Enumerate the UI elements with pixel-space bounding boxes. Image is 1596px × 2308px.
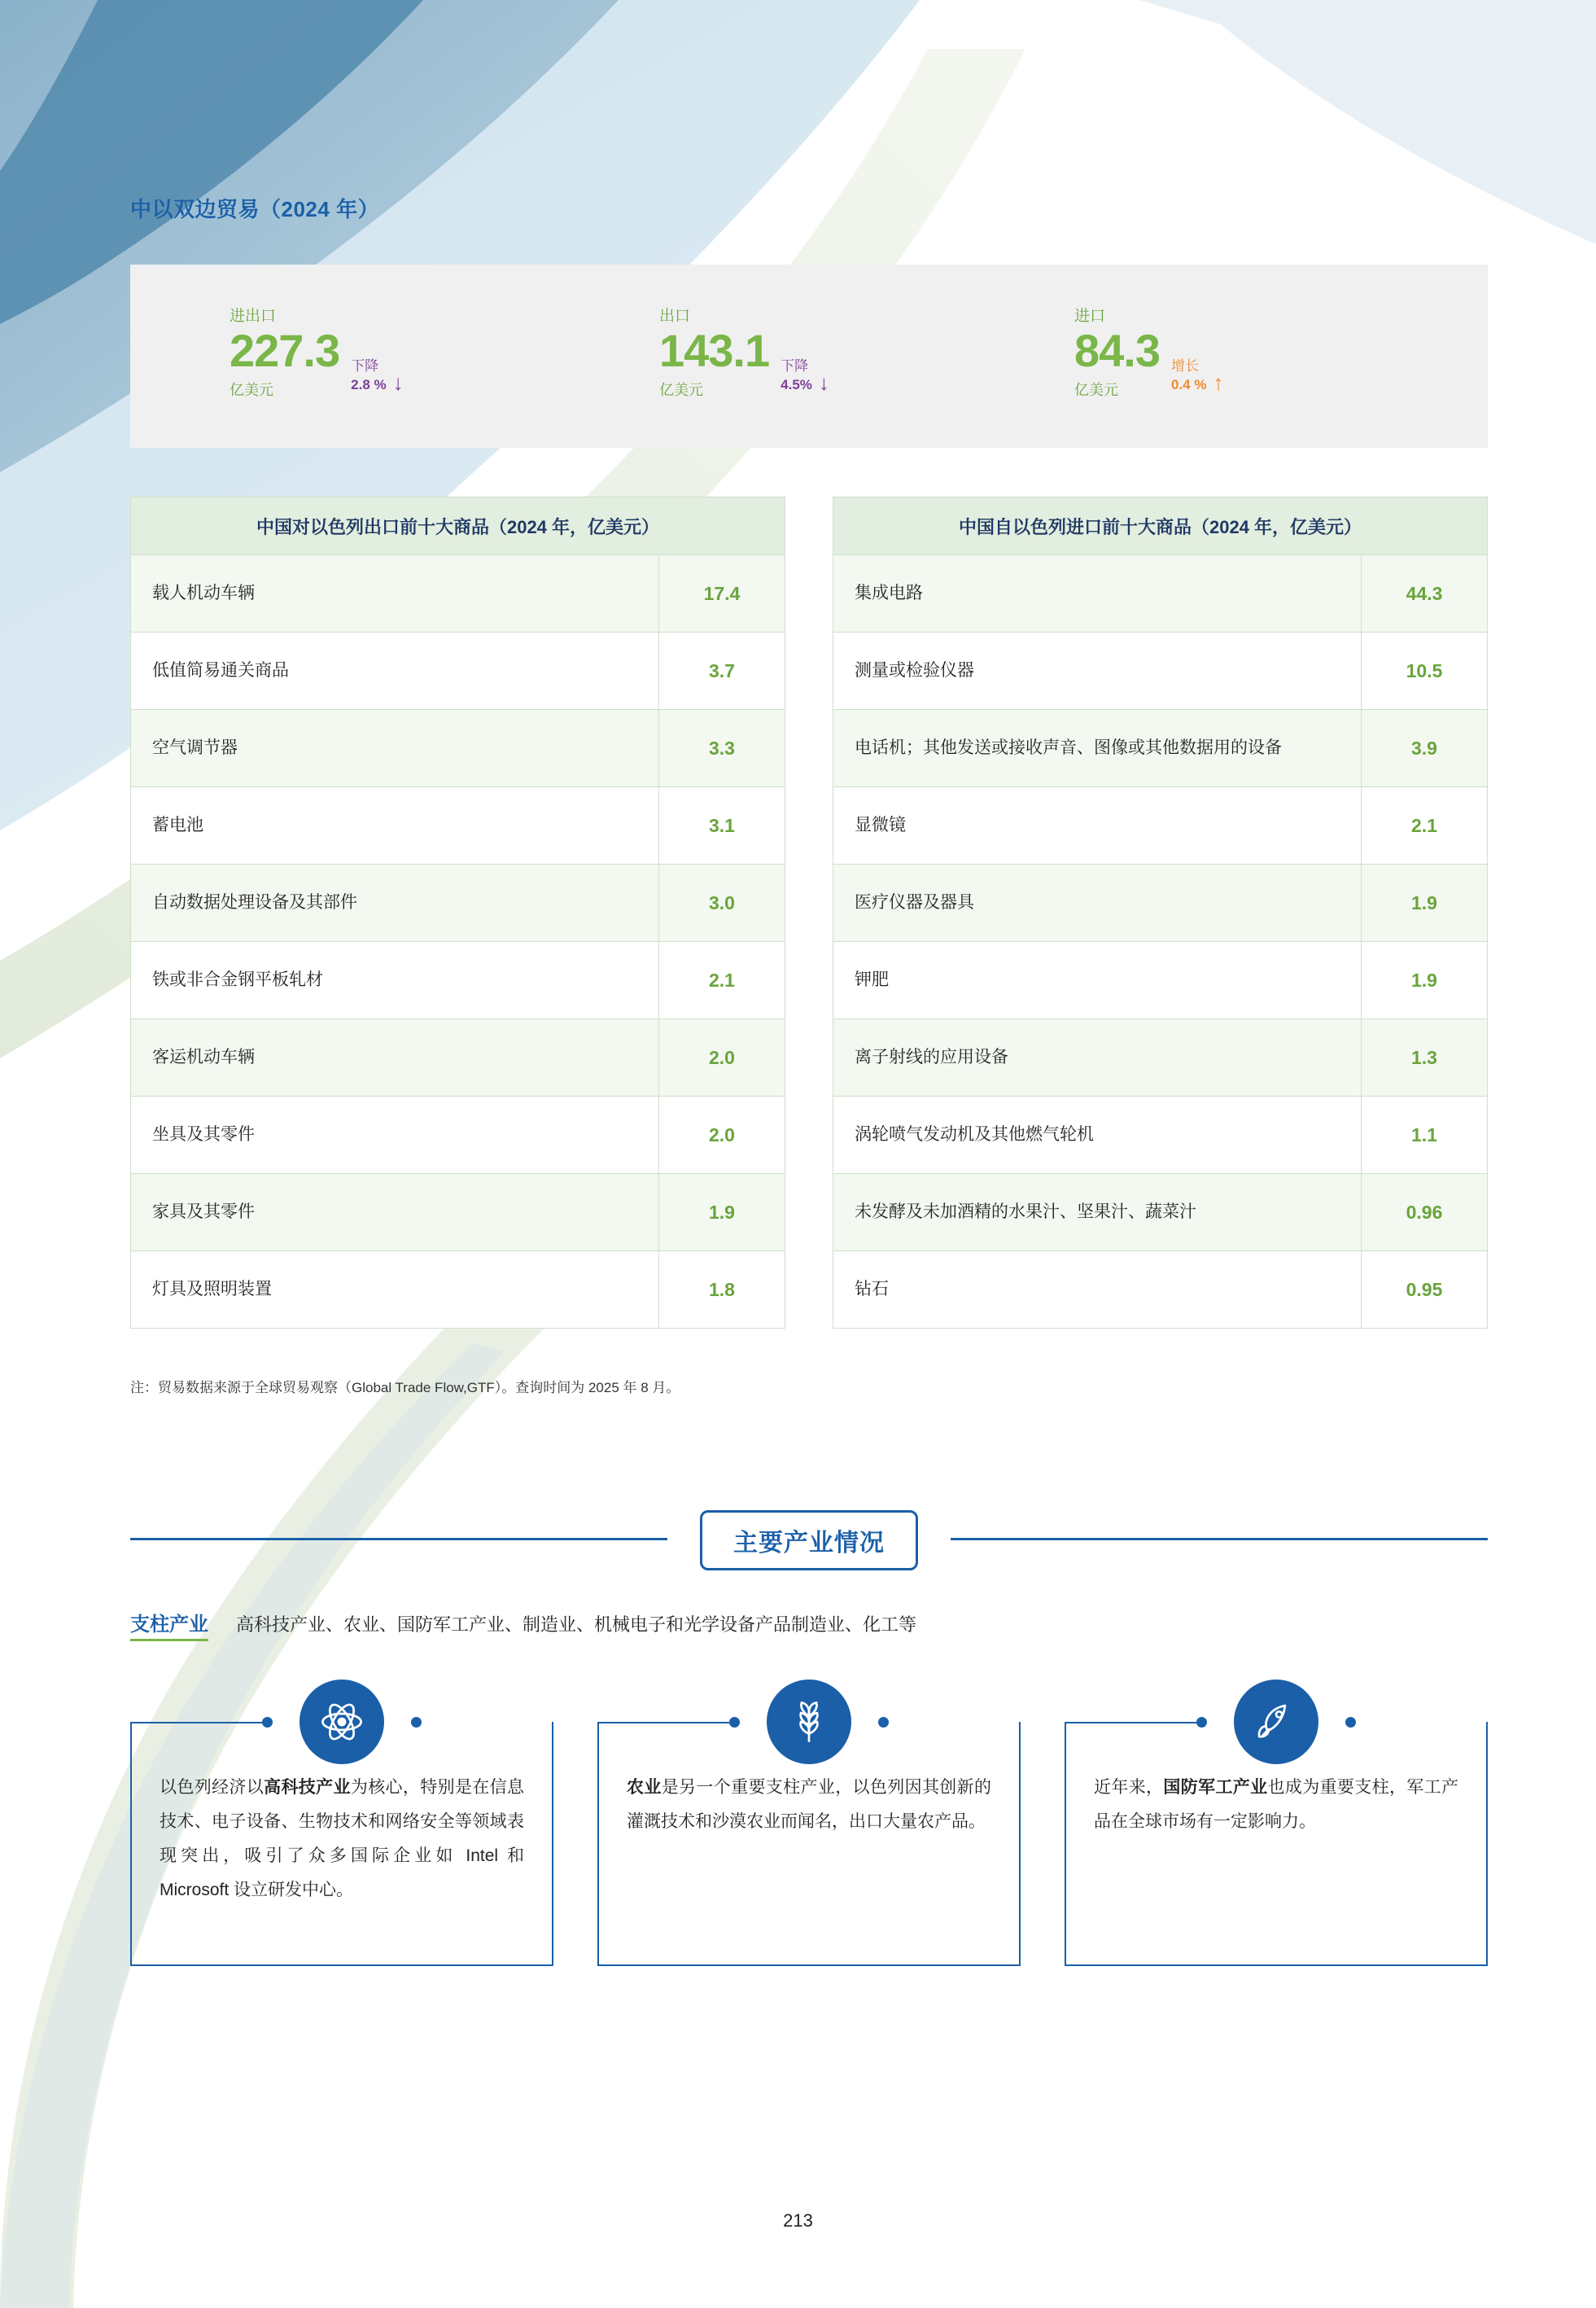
industry-cards xyxy=(130,1722,1488,1966)
table-header: 中国对以色列出口前十大商品（2024 年，亿美元） xyxy=(131,497,785,555)
pillar-industries-row xyxy=(130,1608,1488,1641)
arrow-down-icon: ↓ xyxy=(818,370,829,396)
rocket-icon xyxy=(1234,1680,1318,1764)
table-row: 客运机动车辆 2.0 xyxy=(131,1019,785,1097)
card-rule-right xyxy=(599,1722,729,1723)
industry-banner xyxy=(130,1510,1488,1567)
banner-rule-right xyxy=(951,1538,1488,1540)
stat-label: 进出口 xyxy=(230,308,277,325)
export-top10-table xyxy=(130,497,785,1329)
stat-trend-value: 2.8 % xyxy=(351,377,387,393)
table-row: 坐具及其零件 2.0 xyxy=(131,1097,785,1174)
stat-export xyxy=(659,304,829,400)
source-note: 注：贸易数据来源于全球贸易观察（Global Trade Flow,GTF）。查询时间为 2025 年 8 月。 xyxy=(130,1380,680,1395)
atom-icon xyxy=(300,1680,384,1764)
stat-value: 84.3 xyxy=(1074,325,1160,376)
card-text: 农业是另一个重要支柱产业，以色列因其创新的灌溉技术和沙漠农业而闻名，出口大量农产品。 xyxy=(627,1778,992,1831)
wheat-icon xyxy=(767,1680,851,1764)
table-row: 载人机动车辆 17.4 xyxy=(131,555,785,633)
card-rule-right xyxy=(132,1722,262,1723)
card-text: 以色列经济以高科技产业为核心，特别是在信息技术、电子设备、生物技术和网络安全等领域表现突出，吸引了众多国际企业如 Intel 和 Microsoft 设立研发中心。 xyxy=(160,1778,525,1899)
table-header: 中国自以色列进口前十大商品（2024 年，亿美元） xyxy=(833,497,1487,555)
table-row: 医疗仪器及器具 1.9 xyxy=(833,865,1487,942)
stat-label: 出口 xyxy=(659,308,691,325)
table-row: 蓄电池 3.1 xyxy=(131,787,785,865)
arrow-up-icon: ↑ xyxy=(1213,370,1224,396)
card-dot-left xyxy=(1196,1717,1207,1728)
banner-title: 主要产业情况 xyxy=(700,1510,918,1570)
table-row: 铁或非合金钢平板轧材 2.1 xyxy=(131,942,785,1019)
stat-trend-label: 增长 xyxy=(1171,358,1199,374)
arrow-down-icon: ↓ xyxy=(392,370,404,396)
stat-label: 进口 xyxy=(1074,308,1106,325)
card-rule-right xyxy=(1066,1722,1196,1723)
table-row: 涡轮喷气发动机及其他燃气轮机 1.1 xyxy=(833,1097,1487,1174)
card-dot-left xyxy=(262,1717,273,1728)
stat-unit: 亿美元 xyxy=(230,382,273,399)
page-title: 中以双边贸易（2024 年） xyxy=(130,197,380,221)
stat-value: 227.3 xyxy=(230,325,340,376)
stat-import xyxy=(1074,304,1223,400)
card-dot-left xyxy=(729,1717,740,1728)
stat-import-export xyxy=(230,304,404,400)
import-top10-table xyxy=(833,497,1488,1329)
table-row: 离子射线的应用设备 1.3 xyxy=(833,1019,1487,1097)
table-row: 电话机；其他发送或接收声音、图像或其他数据用的设备 3.9 xyxy=(833,710,1487,787)
table-row: 未发酵及未加酒精的水果汁、坚果汁、蔬菜汁 0.96 xyxy=(833,1174,1487,1251)
card-text: 近年来，国防军工产业也成为重要支柱，军工产品在全球市场有一定影响力。 xyxy=(1094,1778,1459,1831)
table-row: 显微镜 2.1 xyxy=(833,787,1487,865)
trade-stats-bar xyxy=(130,265,1488,448)
card-dot-right xyxy=(1345,1717,1356,1728)
table-row: 灯具及照明装置 1.8 xyxy=(131,1251,785,1328)
stat-unit: 亿美元 xyxy=(659,382,703,399)
page-number: 213 xyxy=(783,2210,813,2231)
table-row: 测量或检验仪器 10.5 xyxy=(833,633,1487,710)
stat-trend-label: 下降 xyxy=(781,358,809,374)
stat-value: 143.1 xyxy=(659,325,770,376)
table-row: 钾肥 1.9 xyxy=(833,942,1487,1019)
stat-unit: 亿美元 xyxy=(1074,382,1118,399)
table-row: 集成电路 44.3 xyxy=(833,555,1487,633)
pillar-text: 高科技产业、农业、国防军工产业、制造业、机械电子和光学设备产品制造业、化工等 xyxy=(236,1614,917,1635)
stat-trend-label: 下降 xyxy=(351,358,379,374)
table-row: 自动数据处理设备及其部件 3.0 xyxy=(131,865,785,942)
table-row: 钻石 0.95 xyxy=(833,1251,1487,1328)
industry-card-agriculture xyxy=(597,1722,1021,1966)
card-dot-right xyxy=(411,1717,422,1728)
table-row: 低值简易通关商品 3.7 xyxy=(131,633,785,710)
pillar-tag: 支柱产业 xyxy=(130,1608,208,1641)
stat-trend-value: 0.4 % xyxy=(1171,377,1207,393)
industry-card-defense xyxy=(1065,1722,1488,1966)
card-dot-right xyxy=(878,1717,889,1728)
table-row: 家具及其零件 1.9 xyxy=(131,1174,785,1251)
stat-trend-value: 4.5% xyxy=(781,377,812,393)
industry-card-hightech xyxy=(130,1722,553,1966)
table-row: 空气调节器 3.3 xyxy=(131,710,785,787)
banner-rule-left xyxy=(130,1538,667,1540)
